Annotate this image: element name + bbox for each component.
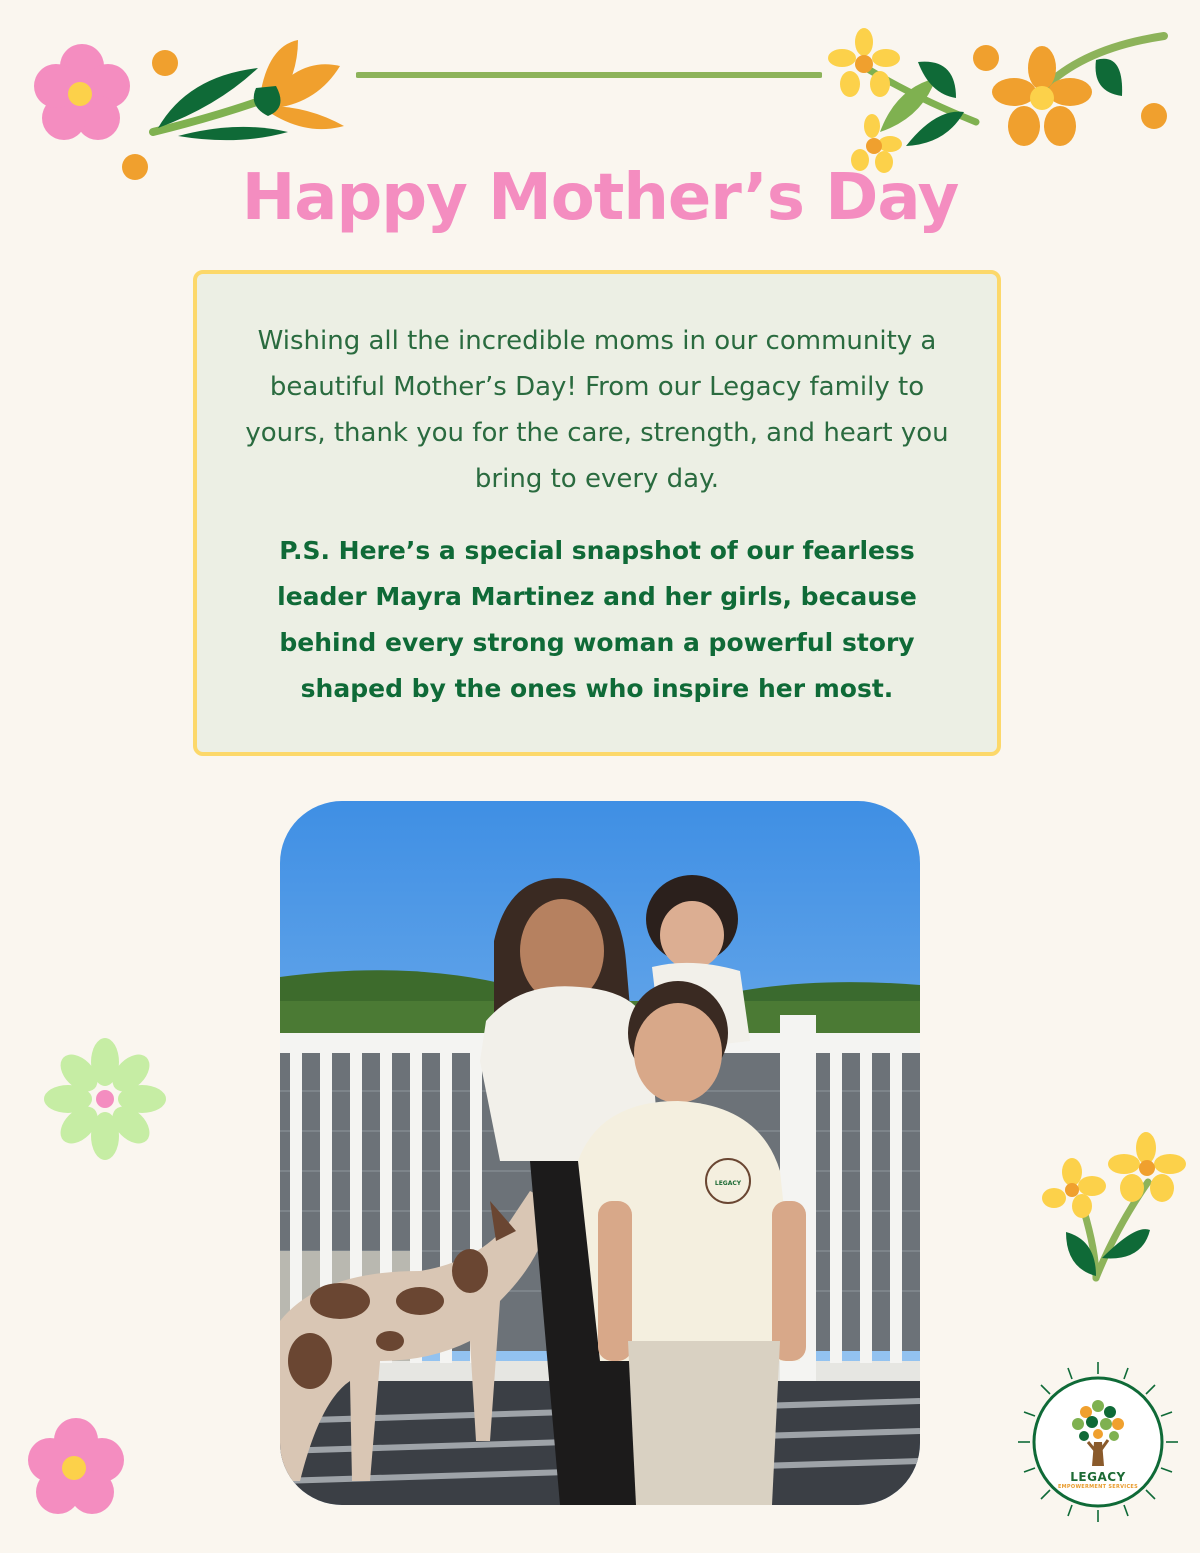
pink-flower-icon [18, 1410, 134, 1526]
orange-tulip-icon [148, 36, 348, 146]
page-title: Happy Mother’s Day [241, 161, 959, 235]
greeting-text: Wishing all the incredible moms in our community a beautiful Mother’s Day! From our Legacy family to yours, thank you for the care, strength, and heart you bring to every day. [245, 326, 949, 494]
divider-line [356, 70, 822, 80]
shirt-logo-text: LEGACY [714, 1180, 742, 1187]
logo-name: LEGACY [1070, 1470, 1126, 1484]
pink-flower-icon [24, 36, 140, 152]
postscript-text: P.S. Here’s a special snapshot of our fearless leader Mayra Martinez and her girls, because behind every strong woman a powerful story shaped by the ones who inspire her most. [277, 536, 917, 703]
tree-icon [1018, 1362, 1178, 1522]
message-box [193, 270, 1001, 756]
orange-flower-icon [964, 28, 1176, 168]
family-photo [280, 801, 920, 1505]
yellow-flower-icon [1036, 1128, 1186, 1284]
legacy-logo [1018, 1362, 1178, 1522]
green-flower-icon [44, 1038, 166, 1160]
logo-tagline: EMPOWERMENT SERVICES [1057, 1484, 1139, 1490]
